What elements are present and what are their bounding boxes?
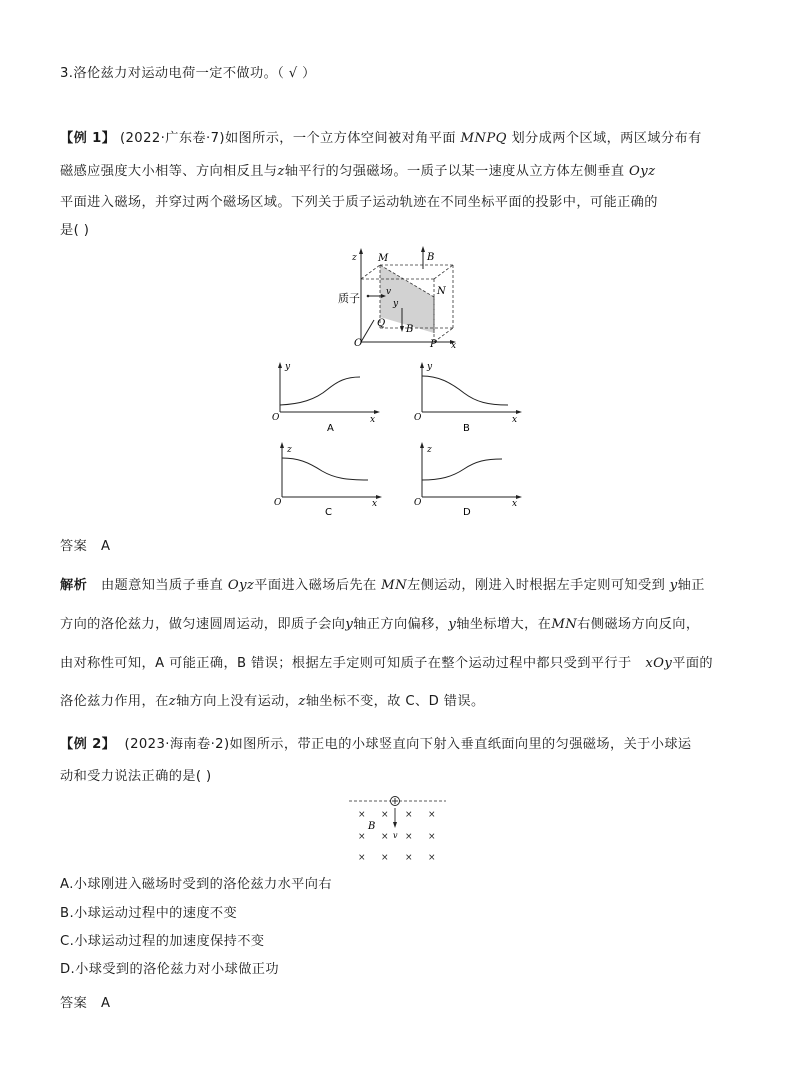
field-figure [346, 794, 450, 864]
example2-line2: 动和受力说法正确的是( ) [60, 769, 212, 784]
svg-text:×: × [405, 853, 413, 863]
statement-3: 3.洛伦兹力对运动电荷一定不做功。（ √ ） [60, 66, 316, 81]
option-b: B.小球运动过程中的速度不变 [60, 906, 238, 921]
svg-text:×: × [428, 810, 436, 820]
svg-text:x: x [372, 499, 378, 509]
cube-figure [330, 244, 470, 348]
svg-text:x: x [370, 415, 376, 425]
svg-text:O: O [414, 498, 422, 508]
svg-text:O: O [274, 498, 282, 508]
svg-text:×: × [428, 853, 436, 863]
plane-label: MNPQ [460, 131, 507, 146]
svg-text:×: × [381, 810, 389, 820]
svg-text:×: × [381, 853, 389, 863]
svg-text:O: O [414, 413, 422, 423]
label-o: O [354, 338, 363, 348]
svg-text:×: × [381, 832, 389, 842]
svg-text:D: D [463, 507, 471, 518]
example1-line3: 平面进入磁场，并穿过两个磁场区域。下列关于质子运动轨迹在不同坐标平面的投影中，可能正确的 [60, 195, 658, 210]
analysis-line3: 由对称性可知，A 可能正确，B 错误；根据左手定则可知质子在整个运动过程中都只受到平行于 xOy平面的 [60, 656, 714, 671]
label-p: P [430, 339, 437, 348]
cube-y-label: y [393, 299, 399, 309]
svg-text:x: x [512, 499, 518, 509]
cube-z-label: z [352, 253, 357, 263]
svg-text:×: × [358, 832, 366, 842]
svg-text:×: × [358, 853, 366, 863]
svg-text:A: A [327, 423, 334, 434]
example1-line2: 磁感应强度大小相等、方向相反且与z轴平行的匀强磁场。一质子以某一速度从立方体左侧垂直 Oyz [60, 164, 656, 179]
label-v: v [386, 287, 392, 297]
mnpq-plane [380, 265, 434, 333]
analysis-label: 解析 [60, 578, 88, 593]
field-b-label: B [368, 821, 376, 832]
cube-x-label: x [451, 341, 457, 348]
example1-line1: 【例 1】 (2022·广东卷·7)如图所示，一个立方体空间被对角平面 MNPQ 划分成两个区域，两区域分布有 [60, 131, 702, 146]
graph-a-curve [280, 377, 360, 405]
example2-line1: 【例 2】 (2023·海南卷·2)如图所示，带正电的小球竖直向下射入垂直纸面向里的匀强磁场，关于小球运 [60, 737, 692, 752]
option-c: C.小球运动过程的加速度保持不变 [60, 934, 265, 949]
label-q: Q [377, 318, 386, 329]
svg-text:×: × [405, 810, 413, 820]
analysis-line2: 方向的洛伦兹力，做匀速圆周运动，即质子会向y轴正方向偏移，y轴坐标增大，在MN右侧磁场方向反向， [60, 617, 700, 632]
analysis-line1: 解析 由题意知当质子垂直 Oyz平面进入磁场后先在 MN左侧运动，刚进入时根据左手定则可知受到 y轴正 [60, 578, 705, 593]
svg-text:×: × [358, 810, 366, 820]
graph-d [412, 440, 524, 518]
label-n: N [437, 286, 446, 297]
graph-a [270, 360, 382, 434]
svg-text:y: y [285, 362, 291, 372]
example1-line4: 是( ) [60, 223, 90, 238]
svg-text:y: y [427, 362, 433, 372]
graph-c [272, 440, 384, 518]
svg-text:C: C [325, 507, 332, 518]
label-b-top: B [427, 252, 435, 263]
example1-tag: 【例 1】 [60, 131, 116, 146]
svg-text:×: × [405, 832, 413, 842]
example1-answer: 答案 A [60, 539, 111, 554]
option-d: D.小球受到的洛伦兹力对小球做正功 [60, 962, 279, 977]
svg-text:O: O [272, 413, 280, 423]
graph-c-curve [282, 458, 368, 480]
graph-b-curve [422, 376, 508, 405]
example2-answer: 答案 A [60, 996, 111, 1011]
label-b-bottom: B [406, 324, 414, 335]
label-proton: 质子 [338, 292, 360, 305]
svg-text:z: z [287, 445, 292, 455]
example1-source: (2022·广东卷·7) [119, 131, 225, 146]
svg-text:×: × [428, 832, 436, 842]
label-m: M [378, 253, 389, 264]
graph-d-curve [422, 459, 502, 480]
analysis-line4: 洛伦兹力作用，在z轴方向上没有运动，z轴坐标不变，故 C、D 错误。 [60, 694, 485, 709]
svg-text:x: x [512, 415, 518, 425]
graph-b [412, 360, 524, 434]
option-a: A.小球刚进入磁场时受到的洛伦兹力水平向右 [60, 877, 332, 892]
svg-text:B: B [463, 423, 470, 434]
field-v-label: v [393, 831, 398, 840]
svg-text:z: z [427, 445, 432, 455]
example2-tag: 【例 2】 [60, 737, 116, 752]
